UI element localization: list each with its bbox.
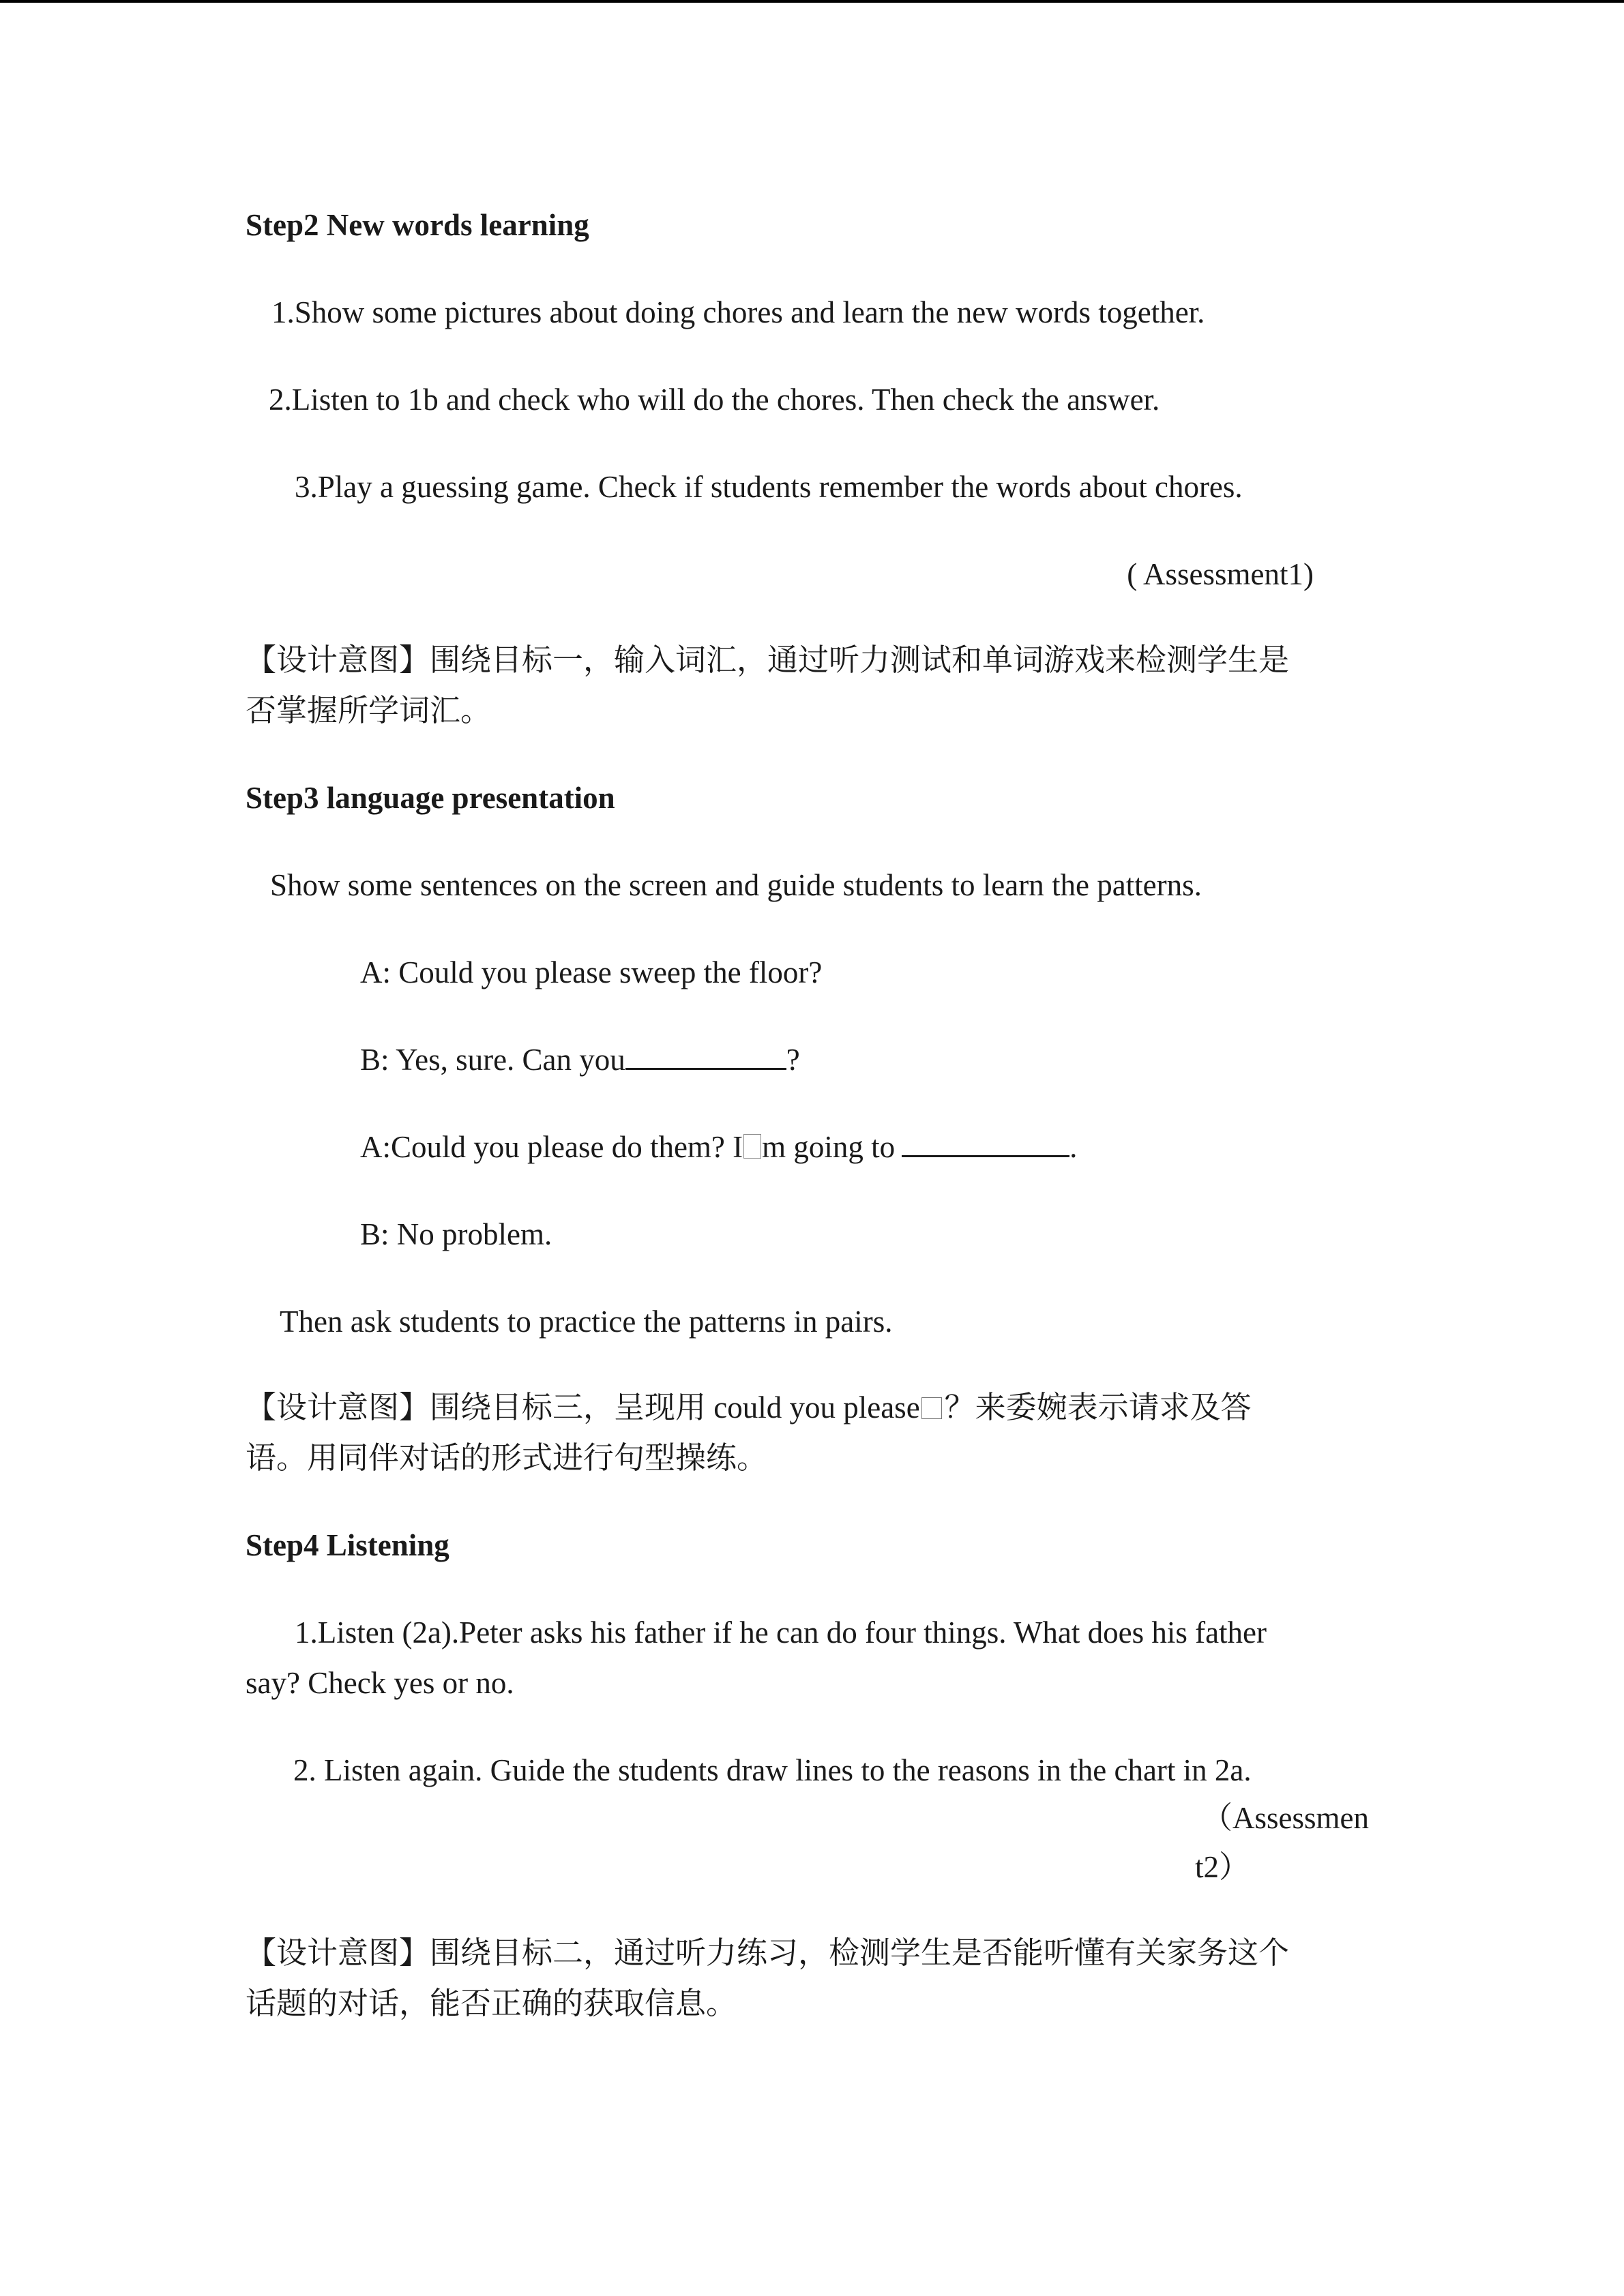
- dialog-line-a1: A: Could you please sweep the floor?: [360, 955, 823, 989]
- step3-heading: Step3 language presentation: [246, 781, 615, 815]
- fill-in-blank: [625, 1037, 786, 1070]
- step2-design-intent-line-2: 否掌握所学词汇。: [246, 694, 492, 728]
- step2-item-2: 2.Listen to 1b and check who will do the chores. Then check the answer.: [269, 383, 1160, 417]
- step2-assessment-label: ( Assessment1): [1127, 557, 1314, 591]
- dialog-line-b1-text: B: Yes, sure. Can you: [360, 1043, 625, 1077]
- step3-practice: Then ask students to practice the patterns in pairs.: [280, 1304, 893, 1339]
- step4-item-1-line-1: 1.Listen (2a).Peter asks his father if he can do four things. What does his father: [295, 1615, 1267, 1650]
- step3-design-intent-line-2: 语。用同伴对话的形式进行句型操练。: [246, 1441, 768, 1475]
- dialog-line-b2: B: No problem.: [360, 1217, 552, 1251]
- step3-design-intent-line-1: [246, 1383, 1252, 1432]
- step4-item-1-line-2: say? Check yes or no.: [246, 1666, 514, 1700]
- dialog-line-b1: [360, 1035, 800, 1084]
- step3-design-intent-text: 【设计意图】围绕目标三，呈现用 could you please: [246, 1390, 920, 1425]
- step2-item-1: 1.Show some pictures about doing chores and learn the new words together.: [271, 295, 1205, 329]
- step3-intro: Show some sentences on the screen and guide students to learn the patterns.: [270, 868, 1202, 902]
- step2-item-3: 3.Play a guessing game. Check if students remember the words about chores.: [295, 470, 1243, 504]
- step2-heading: Step2 New words learning: [246, 208, 589, 242]
- step4-design-intent-line-1: 【设计意图】围绕目标二，通过听力练习，检测学生是否能听懂有关家务这个: [246, 1936, 1290, 1970]
- step4-item-2: 2. Listen again. Guide the students draw lines to the reasons in the chart in 2a.: [293, 1753, 1252, 1787]
- dialog-line-b1-end: ?: [786, 1043, 800, 1077]
- fill-in-blank: [902, 1124, 1069, 1157]
- step4-heading: Step4 Listening: [246, 1528, 449, 1562]
- dialog-line-a2-mid: m going to: [762, 1130, 896, 1164]
- dialog-line-a2-text: A:Could you please do them? I: [360, 1130, 743, 1164]
- step2-design-intent-line-1: 【设计意图】围绕目标一，输入词汇，通过听力测试和单词游戏来检测学生是: [246, 643, 1290, 677]
- step4-assessment-line-2: t2）: [1195, 1850, 1250, 1884]
- missing-glyph-icon: [921, 1397, 942, 1419]
- step4-assessment-line-1: （Assessmen: [1202, 1801, 1369, 1835]
- dialog-line-a2: [360, 1122, 1077, 1172]
- step3-design-intent-text-end: ？来委婉表示请求及答: [944, 1390, 1252, 1425]
- missing-glyph-icon: [743, 1134, 761, 1159]
- dialog-line-a2-end: .: [1069, 1130, 1078, 1164]
- step4-design-intent-line-2: 话题的对话，能否正确的获取信息。: [246, 1986, 737, 2021]
